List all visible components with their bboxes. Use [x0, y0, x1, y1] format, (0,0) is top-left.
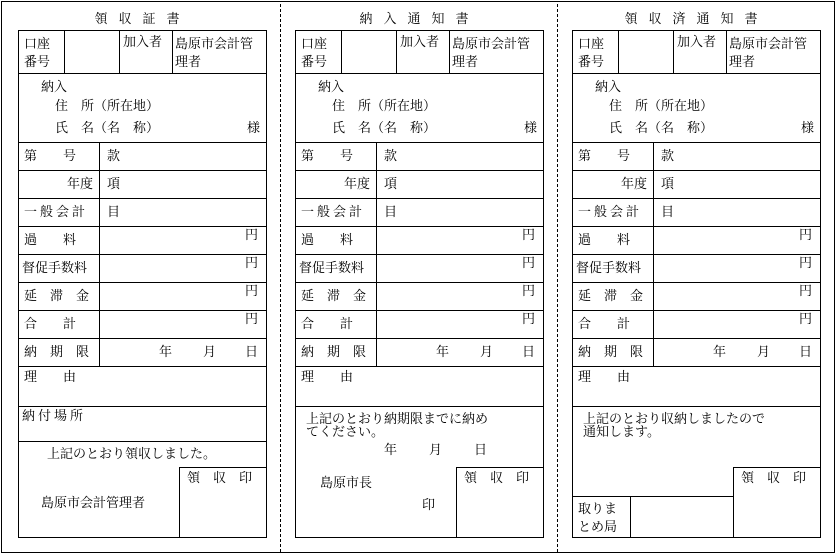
month-unit: 月 — [203, 345, 217, 360]
fee-label: 督促手数料 — [576, 261, 642, 276]
honorific: 様 — [524, 121, 538, 136]
total-label: 合 計 — [578, 317, 631, 332]
year-unit: 年 — [436, 345, 450, 360]
fiscal-year-label: 年度 — [344, 177, 371, 192]
moku-label: 目 — [384, 205, 398, 220]
yen-unit: 円 — [245, 284, 259, 299]
payer-label: 納入 — [318, 80, 345, 95]
kan-label: 款 — [661, 149, 675, 164]
member-value: 島原市会計管 理者 — [175, 37, 254, 70]
kou-label: 項 — [107, 177, 121, 192]
yen-unit: 円 — [799, 256, 813, 271]
stamp-label: 領 収 印 — [187, 471, 253, 486]
fiscal-year-label: 年度 — [621, 177, 648, 192]
cut-line-left — [280, 4, 281, 552]
yen-unit: 円 — [522, 312, 536, 327]
delay-charge-label: 延 滞 金 — [24, 289, 90, 304]
member-value: 島原市会計管 理者 — [729, 37, 808, 70]
seal-label: 印 — [422, 498, 436, 513]
year-unit: 年 — [713, 345, 727, 360]
number-label: 第 号 — [301, 149, 354, 164]
due-date-label: 納 期 限 — [24, 345, 90, 360]
payer-address: 住 所（所在地） — [609, 99, 714, 114]
day-unit: 日 — [522, 345, 536, 360]
yen-unit: 円 — [245, 256, 259, 271]
cut-line-right — [557, 4, 558, 552]
total-label: 合 計 — [24, 317, 77, 332]
stamp-label: 領 収 印 — [464, 471, 530, 486]
month-unit: 月 — [757, 345, 771, 360]
kan-label: 款 — [107, 149, 121, 164]
member-label: 加入者 — [123, 35, 163, 50]
member-label: 加入者 — [677, 35, 717, 50]
year-unit: 年 — [159, 345, 173, 360]
payer-address: 住 所（所在地） — [332, 99, 437, 114]
due-date-label: 納 期 限 — [578, 345, 644, 360]
due-date-label: 納 期 限 — [301, 345, 367, 360]
mayor-label: 島原市長 — [320, 476, 373, 491]
agency-label: 取りま とめ局 — [578, 502, 618, 535]
yen-unit: 円 — [522, 228, 536, 243]
signer-label: 島原市会計管理者 — [41, 496, 146, 511]
account-number-label: 口座 番号 — [578, 37, 605, 70]
kou-label: 項 — [661, 177, 675, 192]
notice-message: 上記のとおり納期限までに納め てください。 — [306, 412, 489, 440]
payer-label: 納入 — [41, 80, 68, 95]
yen-unit: 円 — [245, 228, 259, 243]
number-label: 第 号 — [578, 149, 631, 164]
reason-label: 理 由 — [578, 370, 631, 385]
kou-label: 項 — [384, 177, 398, 192]
kan-label: 款 — [384, 149, 398, 164]
notice-title: 納入通知書 — [359, 12, 480, 27]
member-label: 加入者 — [400, 35, 440, 50]
general-account-label: 一般会計 — [578, 205, 643, 220]
yen-unit: 円 — [245, 312, 259, 327]
day-unit: 日 — [799, 345, 813, 360]
reason-label: 理 由 — [24, 370, 77, 385]
moku-label: 目 — [661, 205, 675, 220]
date-day: 日 — [474, 443, 488, 458]
fee-label: 督促手数料 — [22, 261, 88, 276]
moku-label: 目 — [107, 205, 121, 220]
payer-address: 住 所（所在地） — [55, 99, 160, 114]
delay-charge-label: 延 滞 金 — [578, 289, 644, 304]
general-account-label: 一般会計 — [24, 205, 89, 220]
member-value: 島原市会計管 理者 — [452, 37, 531, 70]
honorific: 様 — [801, 121, 815, 136]
reason-label: 理 由 — [301, 370, 354, 385]
receipt-title: 領収証書 — [94, 12, 191, 27]
payer-label: 納入 — [595, 80, 622, 95]
account-number-label: 口座 番号 — [24, 37, 51, 70]
yen-unit: 円 — [799, 284, 813, 299]
stamp-label: 領 収 印 — [741, 471, 807, 486]
payment-place-label: 納付場所 — [22, 409, 87, 424]
notice-form — [295, 30, 544, 538]
payer-name: 氏 名（名 称） — [332, 121, 437, 136]
number-label: 第 号 — [24, 149, 77, 164]
payer-name: 氏 名（名 称） — [55, 121, 160, 136]
month-unit: 月 — [480, 345, 494, 360]
penalty-label: 過 料 — [578, 233, 631, 248]
payer-name: 氏 名（名 称） — [609, 121, 714, 136]
day-unit: 日 — [245, 345, 259, 360]
delay-charge-label: 延 滞 金 — [301, 289, 367, 304]
yen-unit: 円 — [522, 284, 536, 299]
account-number-label: 口座 番号 — [301, 37, 328, 70]
completion-title: 領収済通知書 — [624, 12, 769, 27]
fee-label: 督促手数料 — [299, 261, 365, 276]
penalty-label: 過 料 — [24, 233, 77, 248]
yen-unit: 円 — [522, 256, 536, 271]
completion-message: 上記のとおり収納しましたので 通知します。 — [583, 412, 766, 440]
yen-unit: 円 — [799, 228, 813, 243]
general-account-label: 一般会計 — [301, 205, 366, 220]
honorific: 様 — [247, 121, 261, 136]
total-label: 合 計 — [301, 317, 354, 332]
completion-form — [572, 30, 821, 538]
date-month: 月 — [429, 443, 443, 458]
date-year: 年 — [384, 443, 398, 458]
receipt-message: 上記のとおり領収しました。 — [47, 447, 217, 462]
penalty-label: 過 料 — [301, 233, 354, 248]
fiscal-year-label: 年度 — [67, 177, 94, 192]
receipt-form — [18, 30, 267, 538]
yen-unit: 円 — [799, 312, 813, 327]
